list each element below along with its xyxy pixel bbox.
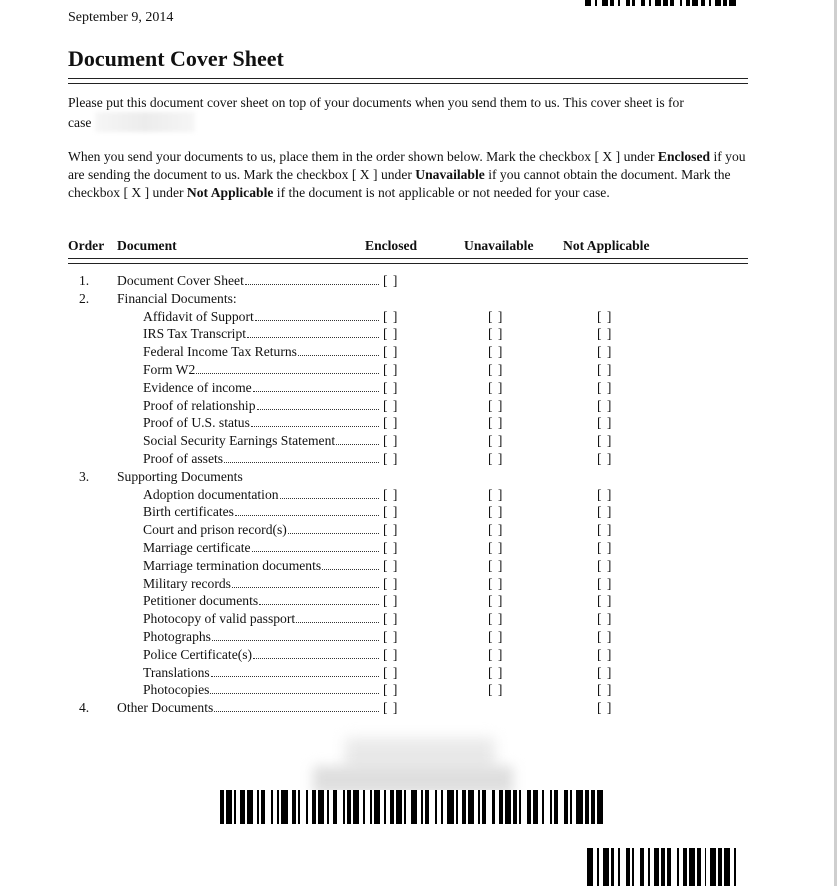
not-applicable-checkbox[interactable]: [ ] (597, 451, 613, 466)
enclosed-checkbox[interactable]: [ ] (383, 326, 399, 342)
document-item (117, 699, 381, 717)
dot-leader (212, 628, 379, 641)
document-item (143, 539, 381, 557)
document-item (143, 646, 381, 664)
enclosed-checkbox[interactable]: [ ] (383, 344, 399, 360)
document-label: Petitioner documents (143, 593, 259, 609)
dot-leader (296, 610, 379, 623)
not-applicable-checkbox[interactable]: [ ] (597, 486, 613, 502)
dot-leader (288, 521, 379, 534)
document-item (143, 397, 381, 415)
checklist-row (0, 397, 834, 415)
enclosed-checkbox[interactable]: [ ] (383, 540, 399, 555)
dot-leader (232, 575, 379, 588)
unavailable-checkbox[interactable]: [ ] (488, 611, 504, 627)
enclosed-checkbox[interactable]: [ ] (383, 308, 399, 324)
instruction-keyword: Not Applicable (186, 185, 274, 200)
dot-leader (253, 646, 379, 659)
document-label: Military records (143, 575, 231, 591)
document-label: IRS Tax Transcript (143, 326, 247, 342)
dot-leader (257, 397, 379, 410)
unavailable-checkbox[interactable]: [ ] (488, 557, 504, 573)
unavailable-checkbox[interactable]: [ ] (488, 504, 504, 520)
column-header-order: Order (68, 238, 105, 253)
unavailable-checkbox[interactable]: [ ] (488, 486, 504, 502)
checklist-row (0, 325, 834, 343)
dot-leader (252, 539, 379, 552)
document-item (143, 521, 381, 539)
barcode-top (585, 0, 740, 6)
document-item (143, 503, 381, 521)
checklist-row (0, 628, 834, 646)
column-header-not-applicable: Not Applicable (563, 238, 650, 253)
checklist-row (0, 557, 834, 575)
document-label: Court and prison record(s) (143, 522, 287, 538)
dot-leader (210, 681, 379, 694)
unavailable-checkbox[interactable]: [ ] (488, 682, 504, 698)
unavailable-checkbox[interactable]: [ ] (488, 308, 504, 324)
not-applicable-checkbox[interactable]: [ ] (597, 522, 613, 538)
enclosed-checkbox[interactable]: [ ] (383, 593, 399, 609)
checklist-row (0, 575, 834, 593)
unavailable-checkbox[interactable]: [ ] (488, 593, 504, 609)
enclosed-checkbox[interactable]: [ ] (383, 611, 399, 627)
unavailable-checkbox[interactable]: [ ] (488, 397, 504, 413)
barcode-bar (736, 0, 740, 6)
document-date: September 9, 2014 (68, 10, 174, 25)
not-applicable-checkbox[interactable]: [ ] (597, 682, 613, 698)
checklist-row (0, 450, 834, 468)
unavailable-checkbox[interactable]: [ ] (488, 575, 504, 591)
dot-leader (224, 450, 379, 463)
instruction-keyword: Unavailable (415, 167, 485, 182)
enclosed-checkbox[interactable]: [ ] (383, 504, 399, 520)
enclosed-checkbox[interactable]: [ ] (383, 273, 399, 288)
column-header-document: Document (117, 238, 177, 253)
checklist-row (0, 361, 834, 379)
document-label: Photocopies (143, 682, 210, 698)
row-number: 2. (79, 290, 90, 306)
document-item (143, 308, 381, 326)
document-label: Photographs (143, 629, 211, 644)
document-label: Adoption documentation (143, 486, 279, 502)
document-item (117, 272, 381, 290)
not-applicable-checkbox[interactable]: [ ] (597, 540, 613, 555)
checklist-row (0, 468, 834, 486)
document-label: Photocopy of valid passport (143, 611, 296, 627)
checklist-row (0, 503, 834, 521)
barcode-bottom (587, 848, 740, 886)
dot-leader (322, 557, 379, 570)
enclosed-checkbox[interactable]: [ ] (383, 700, 399, 716)
not-applicable-checkbox[interactable]: [ ] (597, 326, 613, 342)
column-header-unavailable: Unavailable (464, 238, 534, 253)
checklist-row (0, 432, 834, 450)
enclosed-checkbox[interactable]: [ ] (383, 486, 399, 502)
document-item (143, 325, 381, 343)
enclosed-checkbox[interactable]: [ ] (383, 433, 399, 449)
not-applicable-checkbox[interactable]: [ ] (597, 700, 613, 716)
document-item (143, 592, 381, 610)
unavailable-checkbox[interactable]: [ ] (488, 664, 504, 680)
dot-leader (336, 432, 379, 445)
document-item (143, 610, 381, 628)
enclosed-checkbox[interactable]: [ ] (383, 362, 399, 377)
enclosed-checkbox[interactable]: [ ] (383, 682, 399, 698)
not-applicable-checkbox[interactable]: [ ] (597, 344, 613, 360)
not-applicable-checkbox[interactable]: [ ] (597, 379, 613, 395)
table-divider (68, 258, 748, 264)
intro-text: Please put this document cover sheet on top of your documents when you send them to us. This cover sheet is for (68, 95, 684, 110)
document-item (143, 575, 381, 593)
title-divider (68, 78, 748, 84)
checklist-row (0, 699, 834, 717)
not-applicable-checkbox[interactable]: [ ] (597, 504, 613, 520)
not-applicable-checkbox[interactable]: [ ] (597, 308, 613, 324)
document-label: Social Security Earnings Statement (143, 433, 336, 449)
checklist-row (0, 664, 834, 682)
row-number: 1. (79, 273, 90, 288)
barcode-bar (603, 790, 607, 824)
dot-leader (280, 486, 379, 499)
checklist-row (0, 592, 834, 610)
enclosed-checkbox[interactable]: [ ] (383, 575, 399, 591)
unavailable-checkbox[interactable]: [ ] (488, 433, 504, 449)
document-item (143, 414, 381, 432)
document-item (143, 681, 381, 699)
unavailable-checkbox[interactable]: [ ] (488, 344, 504, 360)
unavailable-checkbox[interactable]: [ ] (488, 362, 504, 377)
checklist-row (0, 646, 834, 664)
not-applicable-checkbox[interactable]: [ ] (597, 593, 613, 609)
document-label: Marriage certificate (143, 540, 251, 555)
not-applicable-checkbox[interactable]: [ ] (597, 415, 613, 431)
redacted-case-number (95, 112, 195, 132)
dot-leader (259, 592, 379, 605)
document-label: Translations (143, 664, 210, 680)
document-item (143, 557, 381, 575)
unavailable-checkbox[interactable]: [ ] (488, 629, 504, 644)
barcode-bar (736, 848, 740, 886)
section-label: Financial Documents: (117, 290, 237, 306)
enclosed-checkbox[interactable]: [ ] (383, 451, 399, 466)
document-label: Evidence of income (143, 379, 252, 395)
row-number: 4. (79, 700, 90, 716)
dot-leader (214, 699, 379, 712)
unavailable-checkbox[interactable]: [ ] (488, 522, 504, 538)
dot-leader (196, 361, 379, 374)
document-label: Proof of assets (143, 451, 224, 466)
dot-leader (211, 664, 379, 677)
dot-leader (235, 503, 379, 516)
page-title: Document Cover Sheet (68, 46, 284, 71)
barcode-middle (220, 790, 608, 824)
checklist-row (0, 539, 834, 557)
dot-leader (251, 414, 379, 427)
not-applicable-checkbox[interactable]: [ ] (597, 575, 613, 591)
checklist-row (0, 308, 834, 326)
document-item (143, 628, 381, 646)
document-label: Marriage termination documents (143, 557, 322, 573)
instruction-text: if you are sending the document to us. Mark the checkbox [ X ] under (68, 149, 746, 182)
dot-leader (247, 325, 379, 338)
not-applicable-checkbox[interactable]: [ ] (597, 664, 613, 680)
document-label: Affidavit of Support (143, 308, 254, 324)
document-label: Proof of U.S. status (143, 415, 250, 431)
document-label: Proof of relationship (143, 397, 256, 413)
instruction-text: if you cannot obtain the document. Mark the checkbox [ X ] under (68, 167, 731, 200)
unavailable-checkbox[interactable]: [ ] (488, 415, 504, 431)
checklist-row (0, 521, 834, 539)
enclosed-checkbox[interactable]: [ ] (383, 415, 399, 431)
checklist-row (0, 343, 834, 361)
document-item (143, 486, 381, 504)
not-applicable-checkbox[interactable]: [ ] (597, 611, 613, 627)
document-label: Police Certificate(s) (143, 646, 253, 662)
document-label: Other Documents (117, 700, 214, 716)
checklist-row (0, 681, 834, 699)
unavailable-checkbox[interactable]: [ ] (488, 451, 504, 466)
enclosed-checkbox[interactable]: [ ] (383, 664, 399, 680)
not-applicable-checkbox[interactable]: [ ] (597, 433, 613, 449)
checklist-row (0, 610, 834, 628)
not-applicable-checkbox[interactable]: [ ] (597, 362, 613, 377)
document-label: Birth certificates (143, 504, 234, 520)
checklist-row (0, 414, 834, 432)
instruction-keyword: Enclosed (657, 149, 711, 164)
not-applicable-checkbox[interactable]: [ ] (597, 629, 613, 644)
enclosed-checkbox[interactable]: [ ] (383, 557, 399, 573)
checklist-row (0, 486, 834, 504)
document-label: Federal Income Tax Returns (143, 344, 297, 360)
document-item (143, 450, 381, 468)
document-item (143, 432, 381, 450)
enclosed-checkbox[interactable]: [ ] (383, 646, 399, 662)
dot-leader (245, 272, 379, 285)
unavailable-checkbox[interactable]: [ ] (488, 646, 504, 662)
dot-leader (255, 308, 379, 321)
document-label: Document Cover Sheet (117, 273, 244, 288)
unavailable-checkbox[interactable]: [ ] (488, 326, 504, 342)
document-item (143, 379, 381, 397)
checklist-row (0, 272, 834, 290)
document-item (143, 664, 381, 682)
enclosed-checkbox[interactable]: [ ] (383, 522, 399, 538)
instruction-text: When you send your documents to us, place them in the order shown below. Mark the checkbox [ X ] under (68, 149, 658, 164)
instructions-paragraph (68, 148, 758, 202)
enclosed-checkbox[interactable]: [ ] (383, 629, 399, 644)
column-header-enclosed: Enclosed (365, 238, 418, 253)
checklist-row (0, 290, 834, 308)
checklist-row (0, 379, 834, 397)
not-applicable-checkbox[interactable]: [ ] (597, 397, 613, 413)
enclosed-checkbox[interactable]: [ ] (383, 379, 399, 395)
instruction-text: if the document is not applicable or not needed for your case. (273, 185, 610, 200)
unavailable-checkbox[interactable]: [ ] (488, 379, 504, 395)
document-label: Form W2 (143, 362, 196, 377)
not-applicable-checkbox[interactable]: [ ] (597, 646, 613, 662)
case-label: case (68, 115, 92, 130)
enclosed-checkbox[interactable]: [ ] (383, 397, 399, 413)
document-item (143, 343, 381, 361)
unavailable-checkbox[interactable]: [ ] (488, 540, 504, 555)
row-number: 3. (79, 468, 90, 484)
dot-leader (298, 343, 379, 356)
not-applicable-checkbox[interactable]: [ ] (597, 557, 613, 573)
document-item (143, 361, 381, 379)
section-label: Supporting Documents (117, 468, 243, 484)
dot-leader (253, 379, 379, 392)
intro-paragraph (68, 94, 758, 132)
